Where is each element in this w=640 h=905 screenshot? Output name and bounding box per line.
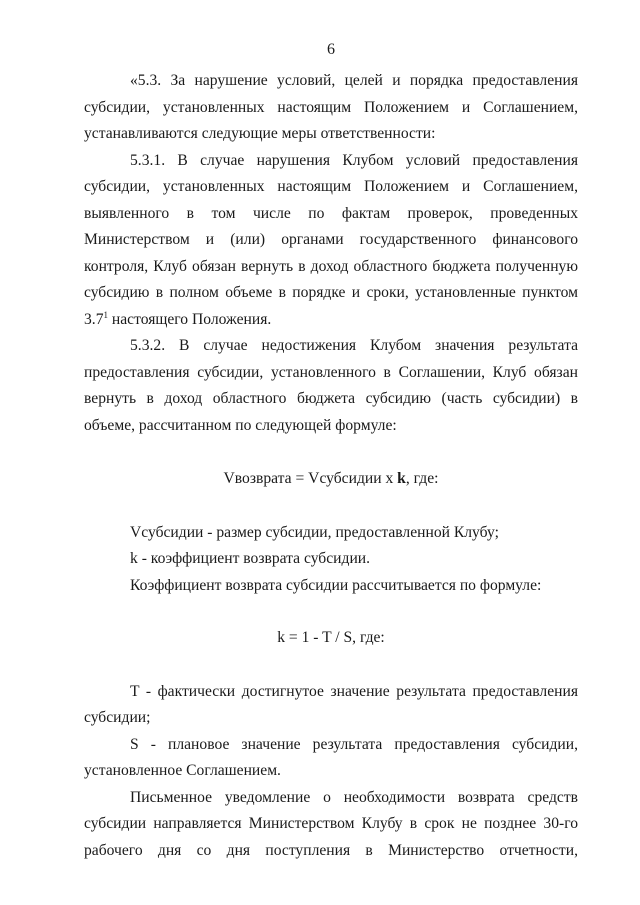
page-number: 6 (327, 41, 335, 58)
formula-return-k: k (397, 470, 406, 487)
formula-return (84, 466, 578, 493)
paragraph-5-3-1-tail: настоящего Положения. (108, 310, 272, 328)
paragraph-notice: Письменное уведомление о необходимости возврата средств субсидии направляется Министерством Клубу в срок не позднее 30-го рабочего дня со дня поступления в Министерство отчетности, (84, 788, 578, 859)
paragraph-5-3-1-text: 5.3.1. В случае нарушения Клубом условий предоставления субсидии, установленных настоящим Положением и Соглашением, выявленного в том числе по фактам проверок, проведенных Министерством и (или) органами государственного финансового контроля, Клуб обязан вернуть в доход областного бюджета полученную субсидию в полном объеме в порядке и сроки, установленные пунктом 3.7 (84, 151, 578, 328)
definition-s: S - плановое значение результата предоставления субсидии, установленное Соглашением. (84, 735, 578, 779)
definition-k: k - коэффициент возврата субсидии. (130, 550, 371, 567)
paragraph-5-3-2: 5.3.2. В случае недостижения Клубом значения результата предоставления субсидии, установленного в Соглашении, Клуб обязан вернуть в доход областного бюджета субсидию (часть субсидии) в объеме, рассчитанном по следующей формуле: (84, 337, 578, 434)
formula-coefficient: k = 1 - T / S, где: (277, 629, 385, 646)
paragraph-5-3-1 (84, 148, 578, 334)
paragraph-5-3: «5.3. За нарушение условий, целей и порядка предоставления субсидии, установленных настоящим Положением и Соглашением, устанавливаются следующие меры ответственности: (84, 72, 578, 142)
definition-t: T - фактически достигнутое значение результата предоставления субсидии; (84, 682, 578, 726)
coefficient-intro: Коэффициент возврата субсидии рассчитывается по формуле: (130, 576, 542, 594)
superscript-1: 1 (103, 309, 108, 320)
formula-return-tail: , где: (405, 470, 439, 487)
definition-v-subsidy: Vсубсидии - размер субсидии, предоставленной Клубу; (130, 523, 499, 541)
formula-return-left: Vвозврата = Vсубсидии x (223, 470, 398, 487)
